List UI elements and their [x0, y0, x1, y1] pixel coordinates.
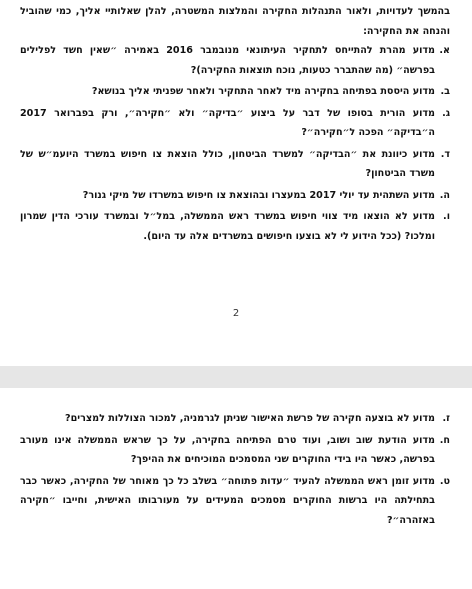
list-item-zayin [20, 409, 450, 429]
list-marker: א. [439, 45, 450, 56]
intro-paragraph: בהמשך לעדויות, ולאור התנהלות החקירה והמלצות המשטרה, להלן שאלותיי אליך, כמי שהוביל והנחה את החקירה: [20, 6, 450, 37]
list-item-text: מדוע לא בוצעה חקירה של פרשת האישור שניתן לגרמניה, למכור הצוללות למצרים? [65, 413, 435, 424]
list-item-text: מדוע הורית בסופו של דבר על ביצוע ״בדיקה״ ולא ״חקירה״, ורק בפברואר 2017 ה״בדיקה״ הפכה ל״חקירה״? [20, 107, 435, 138]
list-marker: ח. [439, 434, 450, 446]
list-marker: ב. [440, 86, 450, 97]
list-item-gimel [20, 104, 450, 143]
list-item-text: מדוע מהרת להתייחס לתחקיר העיתונאי מנובמבר 2016 באמירה ״שאין חשד לפלילים בפרשה״ (מה שהתברר כטעות, נוכח תוצאות החקירה)? [20, 45, 435, 76]
list-item-text: מדוע לא הוצאו מיד צווי חיפוש במשרד ראש הממשלה, במל״ל ובמשרד עורכי הדין שמרון ומלכו? (ככל הידוע לי לא בוצעו חיפושים במשרדים אלה עד היום). [20, 211, 435, 242]
list-item-alef [20, 41, 450, 80]
list-item-text: מדוע השתהית עד יולי 2017 במעצרו ובהוצאת צו חיפוש במשרדו של מיקי גנור? [82, 189, 435, 201]
list-item-text: מדוע הודעת שוב ושוב, ועוד טרם הפתיחה בחקירה, על כך שראש הממשלה אינו מעורב בפרשה, כאשר היו בידי החוקרים שני המסמכים המוכיחים את ההיפך? [20, 434, 435, 465]
list-item-text: מדוע זומן ראש הממשלה להעיד ״עדות פתוחה״ בשלב כל כך מאוחר של החקירה, כאשר כבר בתחילתה היו ברשות החוקרים מסמכים המעידים על מעורבותו האישית, וחייבו ״חקירה באזהרה״? [20, 475, 435, 526]
document-page-2 [0, 388, 472, 589]
list-item-vav [20, 207, 450, 246]
list-marker: ד. [440, 148, 450, 160]
list-item-text: מדוע היססת בפתיחה בחקירה מיד לאחר התחקיר ולאחר שפניתי אליך בנושא? [91, 86, 435, 97]
list-item-dalet [20, 145, 450, 184]
list-marker: ט. [439, 475, 450, 487]
list-marker: ז. [442, 413, 450, 424]
page-number: 2 [232, 308, 240, 319]
list-marker: ג. [442, 107, 450, 119]
list-marker: ו. [443, 211, 450, 222]
list-item-bet [20, 82, 450, 102]
list-item-tet [20, 472, 450, 531]
page-2-text-body [20, 409, 450, 532]
list-marker: ה. [439, 189, 450, 201]
list-item-het [20, 431, 450, 470]
list-item-text: מדוע כיוונת את ״הבדיקה״ למשרד הביטחון, כולל הוצאת צו חיפוש במשרד היועמ״ש של משרד הביטחון? [20, 148, 435, 179]
page-separator [0, 366, 472, 388]
list-item-he [20, 186, 450, 206]
page-1-text-body [20, 2, 450, 248]
